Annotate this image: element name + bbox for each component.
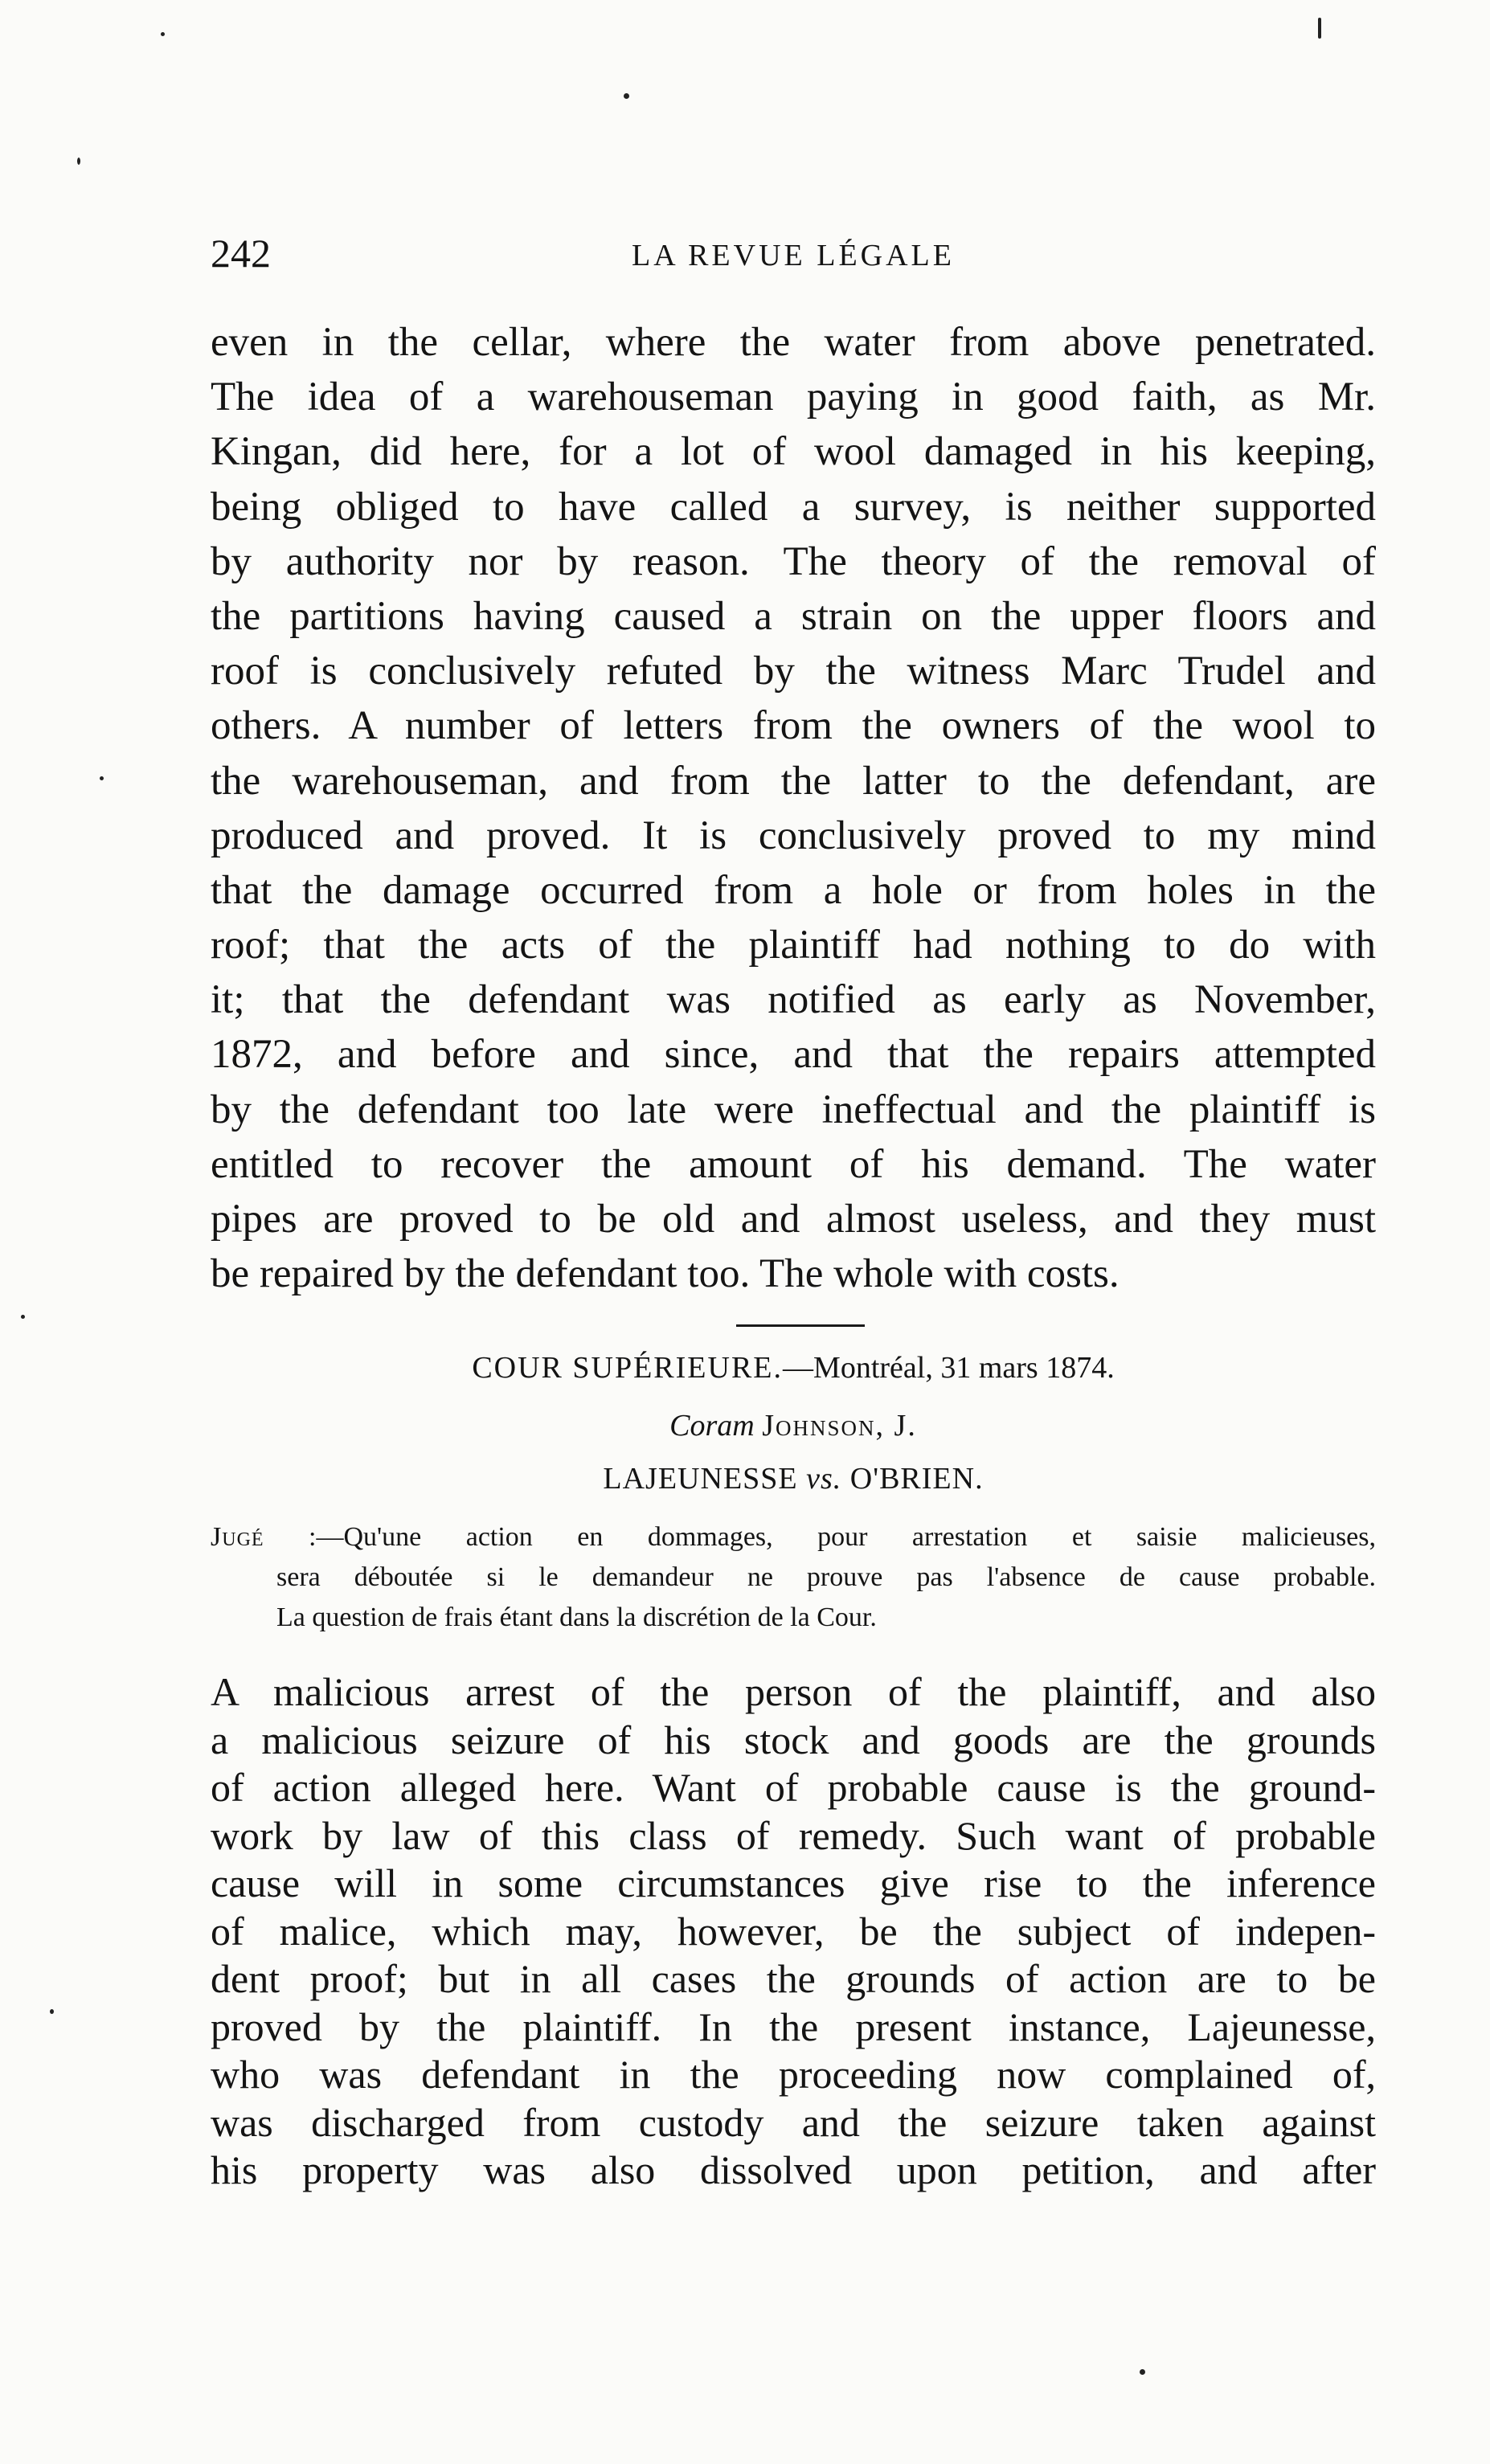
text-line: work by law of this class of remedy. Such want of probable xyxy=(211,1812,1376,1858)
judge-line xyxy=(211,1408,1376,1443)
text-line: others. A number of letters from the owners of the wool to xyxy=(211,703,1376,749)
court-name: COUR SUPÉRIEURE. xyxy=(472,1351,784,1385)
judge-name: Johnson, J. xyxy=(762,1409,917,1443)
text-line: pipes are proved to be old and almost useless, and they must xyxy=(211,1197,1376,1242)
text-line: proved by the plaintiff. In the present instance, Lajeunesse, xyxy=(211,2004,1376,2049)
text-line: who was defendant in the proceeding now complained of, xyxy=(211,2052,1376,2097)
text-line: The idea of a warehouseman paying in good faith, as Mr. xyxy=(211,375,1376,420)
place-date: —Montréal, 31 mars 1874. xyxy=(783,1351,1115,1385)
scan-speck xyxy=(100,776,104,780)
text-line: entitled to recover the amount of his demand. The water xyxy=(211,1141,1376,1187)
text-line: roof; that the acts of the plaintiff had nothing to do with xyxy=(211,923,1376,968)
holding-line xyxy=(211,1517,1376,1557)
text-line: roof is conclusively refuted by the witness Marc Trudel and xyxy=(211,649,1376,694)
text-line: of action alleged here. Want of probable cause is the ground- xyxy=(211,1765,1376,1810)
court-heading xyxy=(211,1350,1376,1385)
text-line: by the defendant too late were ineffectual and the plaintiff is xyxy=(211,1087,1376,1132)
text-line: cause will in some circumstances give rise to the inference xyxy=(211,1860,1376,1905)
scan-speck xyxy=(77,158,80,165)
scan-speck xyxy=(1318,18,1321,39)
page-number: 242 xyxy=(211,231,271,276)
holding-line: sera déboutée si le demandeur ne prouve pas l'absence de cause probable. xyxy=(276,1562,1376,1592)
section-divider xyxy=(736,1324,865,1327)
running-head: LA REVUE LÉGALE xyxy=(632,239,955,272)
scan-speck xyxy=(161,32,165,36)
scan-speck xyxy=(50,2009,54,2014)
text-line: was discharged from custody and the seizure taken against xyxy=(211,2099,1376,2145)
judgment-paragraph xyxy=(211,315,1376,1301)
holding-label: Jugé xyxy=(211,1522,264,1552)
versus-label: vs. xyxy=(806,1462,842,1496)
text-line: be repaired by the defendant too. The whole with costs. xyxy=(211,1251,1120,1297)
case-parties xyxy=(211,1461,1376,1496)
holding-line: La question de frais étant dans la discrétion de la Cour. xyxy=(276,1602,877,1632)
scan-speck xyxy=(624,93,629,99)
page-header xyxy=(211,230,1376,286)
text-line: that the damage occurred from a hole or from holes in the xyxy=(211,867,1376,913)
text-line: 1872, and before and since, and that the repairs attempted xyxy=(211,1032,1376,1078)
case-holding xyxy=(211,1517,1376,1638)
text-line: A malicious arrest of the person of the plaintiff, and also xyxy=(211,1669,1376,1714)
text-line: a malicious seizure of his stock and goods are the grounds xyxy=(211,1717,1376,1762)
text-line: the partitions having caused a strain on the upper floors and xyxy=(211,593,1376,639)
text-line: being obliged to have called a survey, is neither supported xyxy=(211,484,1376,530)
text-line: by authority nor by reason. The theory of the removal of xyxy=(211,538,1376,584)
text-line: his property was also dissolved upon petition, and after xyxy=(211,2147,1376,2192)
text-line: Kingan, did here, for a lot of wool damaged in his keeping, xyxy=(211,429,1376,475)
text-line: it; that the defendant was notified as early as November, xyxy=(211,977,1376,1023)
scan-speck xyxy=(21,1315,25,1319)
plaintiff-name: LAJEUNESSE xyxy=(603,1462,798,1496)
text-line: of malice, which may, however, be the subject of indepen- xyxy=(211,1908,1376,1954)
text-line: even in the cellar, where the water from above penetrated. xyxy=(211,320,1376,365)
holding-text: :—Qu'une action en dommages, pour arrestation et saisie malicieuses, xyxy=(309,1522,1377,1552)
text-line: produced and proved. It is conclusively proved to my mind xyxy=(211,812,1376,858)
defendant-name: O'BRIEN. xyxy=(849,1462,984,1496)
text-line: the warehouseman, and from the latter to the defendant, are xyxy=(211,758,1376,804)
opinion-paragraph xyxy=(211,1668,1376,2195)
text-line: dent proof; but in all cases the grounds of action are to be xyxy=(211,1956,1376,2001)
scan-speck xyxy=(1140,2369,1145,2375)
coram-label: Coram xyxy=(669,1409,755,1443)
